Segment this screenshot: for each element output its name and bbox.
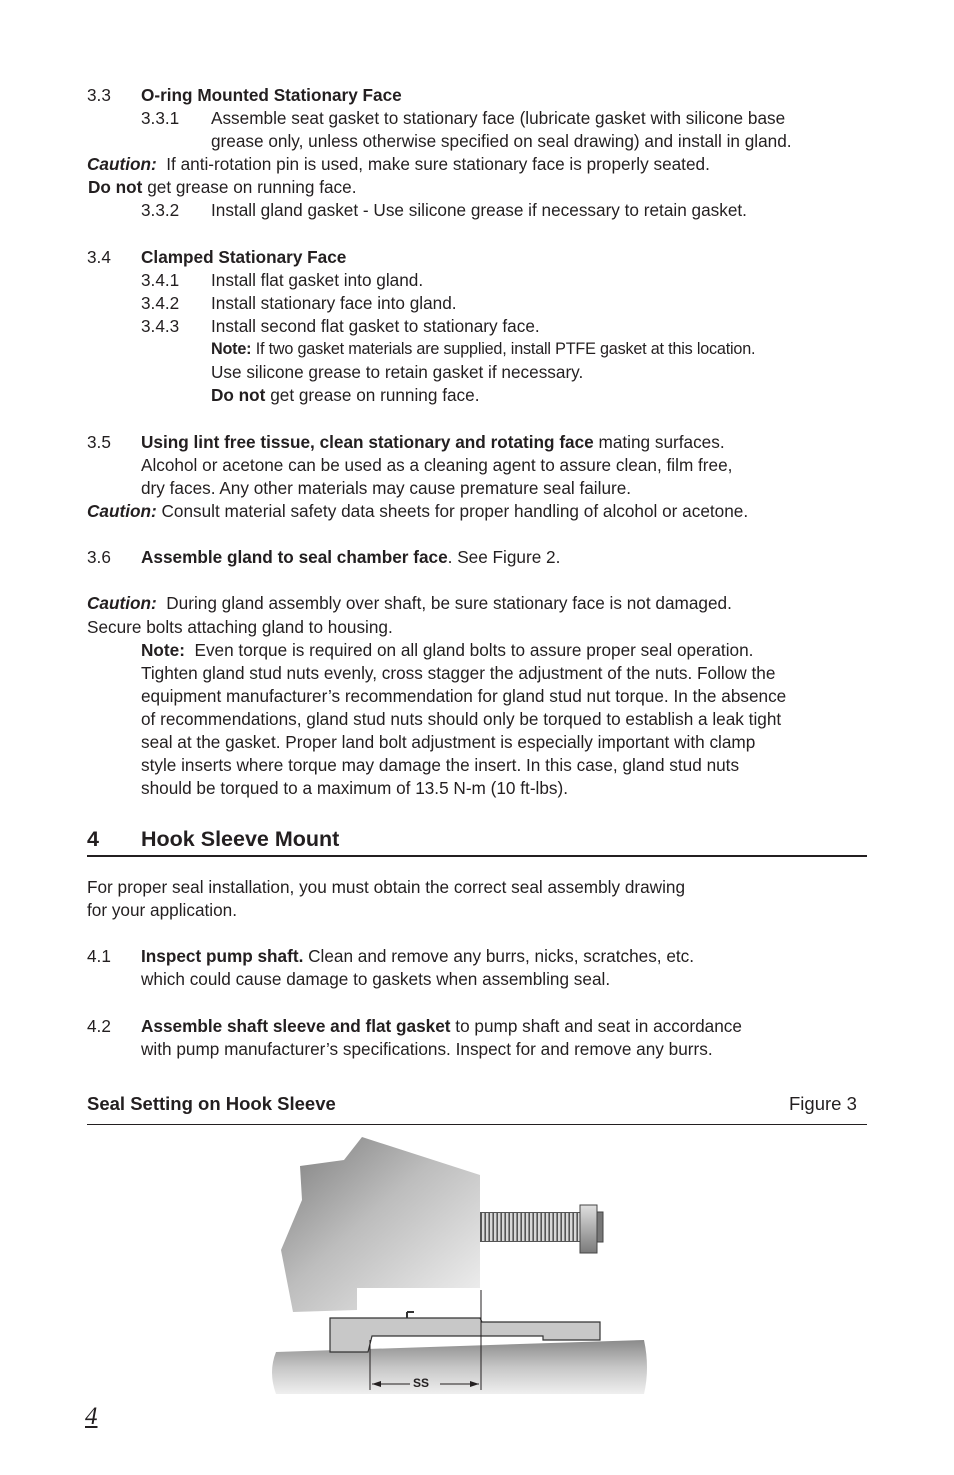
section-text: dry faces. Any other materials may cause premature seal failure. bbox=[141, 478, 632, 498]
thread-ridge bbox=[562, 1213, 564, 1241]
thread-ridge bbox=[518, 1213, 520, 1241]
pump-shaft bbox=[272, 1340, 647, 1394]
note-label: Note: bbox=[211, 340, 252, 358]
caution-label: Caution: bbox=[87, 501, 157, 521]
note-text: equipment manufacturer’s recommendation for gland stud nut torque. In the absence bbox=[141, 686, 787, 706]
item-number: 3.3.2 bbox=[141, 200, 180, 220]
item-text: Assemble seat gasket to stationary face (lubricate gasket with silicone base bbox=[211, 108, 786, 128]
section-number: 3.3 bbox=[87, 85, 111, 105]
item-text: Install stationary face into gland. bbox=[211, 293, 457, 313]
item-text: grease only, unless otherwise specified on seal drawing) and install in gland. bbox=[211, 131, 792, 151]
section-text: mating surfaces. bbox=[598, 432, 725, 452]
item-number: 3.3.1 bbox=[141, 108, 180, 128]
thread-ridge bbox=[530, 1213, 532, 1241]
thread-ridge bbox=[546, 1213, 548, 1241]
thread-ridge bbox=[482, 1213, 484, 1241]
thread-ridge bbox=[514, 1213, 516, 1241]
donot-label: Do not bbox=[88, 177, 143, 197]
intro-text: for your application. bbox=[87, 900, 237, 920]
donot-label: Do not bbox=[211, 385, 266, 405]
section-number: 3.6 bbox=[87, 547, 111, 567]
thread-ridge bbox=[498, 1213, 500, 1241]
item-text: Clean and remove any burrs, nicks, scratches, etc. bbox=[308, 946, 695, 966]
intro-text: For proper seal installation, you must obtain the correct seal assembly drawing bbox=[87, 877, 686, 897]
item-number: 3.4.2 bbox=[141, 293, 180, 313]
item-bold-text: Assemble shaft sleeve and flat gasket bbox=[141, 1016, 451, 1036]
thread-ridge bbox=[534, 1213, 536, 1241]
thread-ridge bbox=[538, 1213, 540, 1241]
thread-ridge bbox=[522, 1213, 524, 1241]
note-text: If two gasket materials are supplied, install PTFE gasket at this location. bbox=[255, 340, 756, 358]
item-number: 4.1 bbox=[87, 946, 111, 966]
section-number: 3.5 bbox=[87, 432, 111, 452]
figure-title: Seal Setting on Hook Sleeve bbox=[87, 1093, 336, 1114]
note-text: seal at the gasket. Proper land bolt adjustment is especially important with clamp bbox=[141, 732, 756, 752]
caution-text: Consult material safety data sheets for proper handling of alcohol or acetone. bbox=[161, 501, 749, 521]
caution-label: Caution: bbox=[87, 154, 157, 174]
thread-ridge bbox=[486, 1213, 488, 1241]
thread-ridge bbox=[510, 1213, 512, 1241]
item-text: which could cause damage to gaskets when assembling seal. bbox=[141, 969, 611, 989]
section-bold-text: Assemble gland to seal chamber face bbox=[141, 547, 448, 567]
item-text: to pump shaft and seat in accordance bbox=[455, 1016, 742, 1036]
item-bold-text: Inspect pump shaft. bbox=[141, 946, 304, 966]
donot-text: get grease on running face. bbox=[147, 177, 357, 197]
heading-title: Hook Sleeve Mount bbox=[141, 827, 340, 851]
caution-text: Secure bolts attaching gland to housing. bbox=[87, 617, 393, 637]
item-text: with pump manufacturer’s specifications. Inspect for and remove any burrs. bbox=[141, 1039, 713, 1059]
thread-ridge bbox=[502, 1213, 504, 1241]
item-number: 3.4.1 bbox=[141, 270, 180, 290]
section-text: Alcohol or acetone can be used as a cleaning agent to assure clean, film free, bbox=[141, 455, 733, 475]
item-text: Install second flat gasket to stationary face. bbox=[211, 316, 540, 336]
section-bold-text: Using lint free tissue, clean stationary and rotating face bbox=[141, 432, 594, 452]
note-text: of recommendations, gland stud nuts should only be torqued to establish a leak tight bbox=[141, 709, 782, 729]
note-text: Tighten gland stud nuts evenly, cross stagger the adjustment of the nuts. Follow the bbox=[141, 663, 776, 683]
thread-ridge bbox=[550, 1213, 552, 1241]
caution-text: If anti-rotation pin is used, make sure stationary face is properly seated. bbox=[166, 154, 710, 174]
note-text: style inserts where torque may damage the insert. In this case, gland stud nuts bbox=[141, 755, 740, 775]
thread-ridge bbox=[526, 1213, 528, 1241]
gland-stud bbox=[480, 1205, 603, 1253]
item-text: Install flat gasket into gland. bbox=[211, 270, 424, 290]
thread-ridge bbox=[566, 1213, 568, 1241]
page-number: 4 bbox=[85, 1403, 98, 1430]
section-title: O-ring Mounted Stationary Face bbox=[141, 85, 402, 105]
section-number: 3.4 bbox=[87, 247, 111, 267]
section-title: Clamped Stationary Face bbox=[141, 247, 347, 267]
thread-ridge bbox=[570, 1213, 572, 1241]
section-text: . See Figure 2. bbox=[447, 547, 561, 567]
thread-ridge bbox=[494, 1213, 496, 1241]
donot-text: get grease on running face. bbox=[270, 385, 480, 405]
thread-ridge bbox=[542, 1213, 544, 1241]
figure-label: Figure 3 bbox=[789, 1093, 857, 1114]
thread-ridge bbox=[490, 1213, 492, 1241]
thread-ridge bbox=[506, 1213, 508, 1241]
caution-label: Caution: bbox=[87, 593, 157, 613]
dimension-label-ss: SS bbox=[413, 1376, 430, 1390]
item-number: 4.2 bbox=[87, 1016, 111, 1036]
item-number: 3.4.3 bbox=[141, 316, 180, 336]
item-text: Install gland gasket - Use silicone grease if necessary to retain gasket. bbox=[211, 200, 747, 220]
heading-number: 4 bbox=[87, 827, 99, 851]
note-text: Even torque is required on all gland bolts to assure proper seal operation. bbox=[194, 640, 754, 660]
thread-ridge bbox=[558, 1213, 560, 1241]
thread-ridge bbox=[554, 1213, 556, 1241]
caution-text: During gland assembly over shaft, be sure stationary face is not damaged. bbox=[166, 593, 732, 613]
thread-ridge bbox=[574, 1213, 576, 1241]
note-text: should be torqued to a maximum of 13.5 N-m (10 ft-lbs). bbox=[141, 778, 569, 798]
note-label: Note: bbox=[141, 640, 185, 660]
gland-housing bbox=[281, 1137, 480, 1312]
note-text: Use silicone grease to retain gasket if necessary. bbox=[211, 362, 584, 382]
